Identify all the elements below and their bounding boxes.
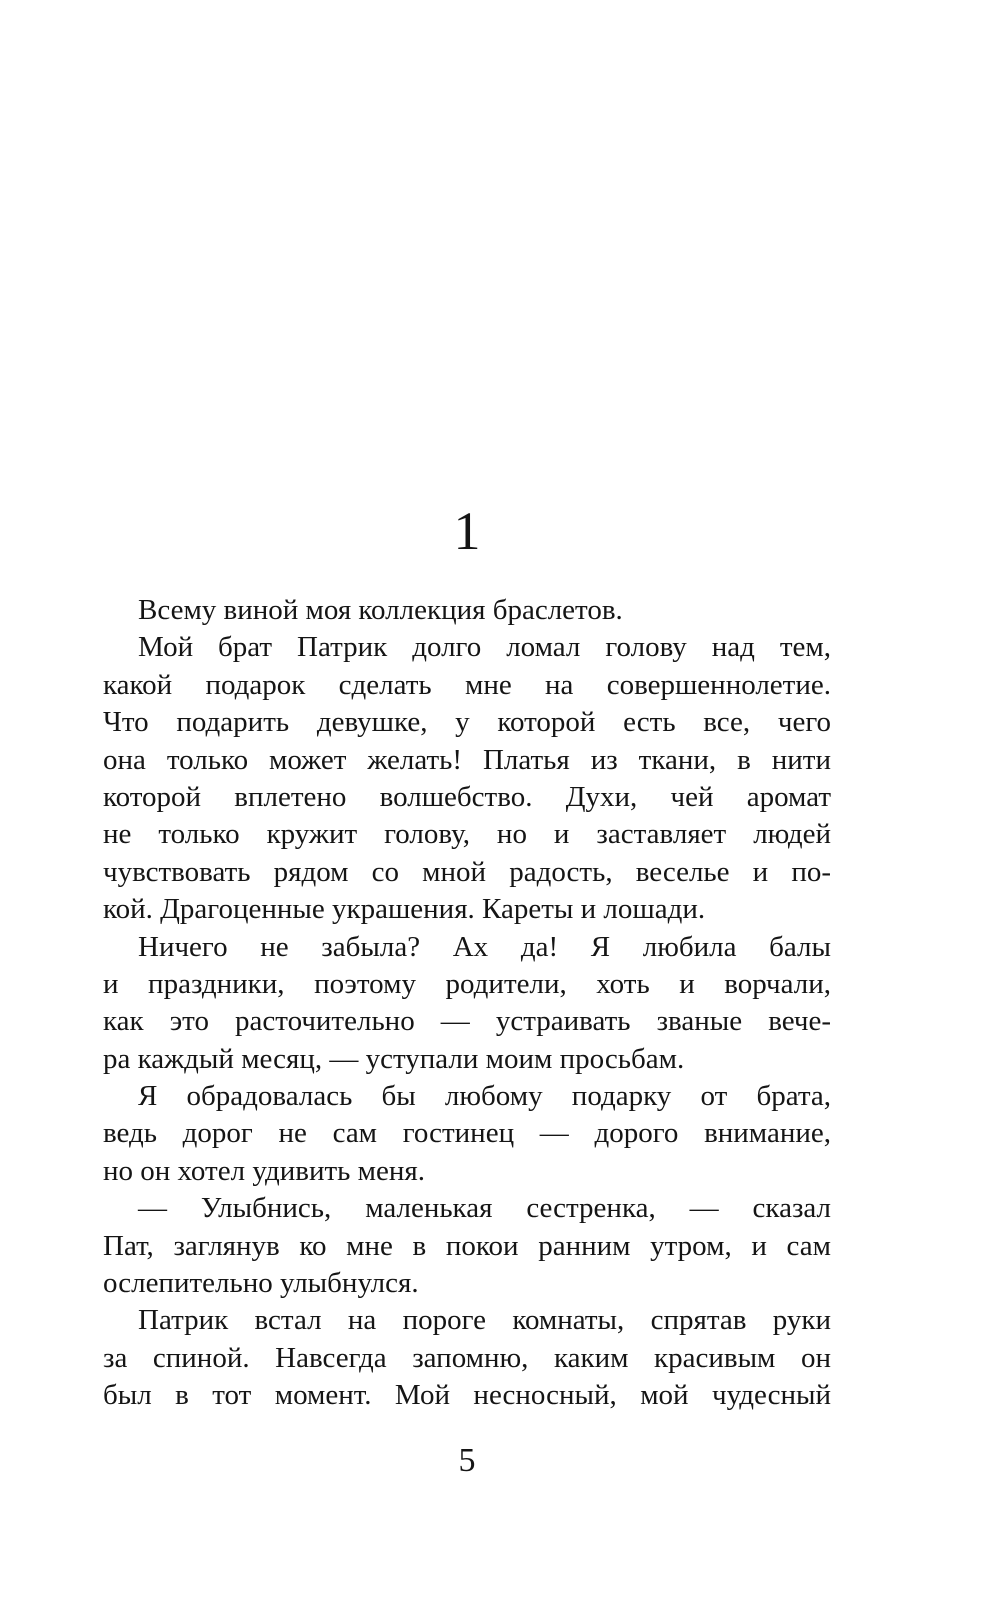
text-line: за спиной. Навсегда запомню, каким красивым он bbox=[103, 1341, 831, 1374]
text-line: ведь дорог не сам гостинец — дорого внимание, bbox=[103, 1117, 831, 1150]
text-line: она только может желать! Платья из ткани, в нити bbox=[103, 743, 831, 776]
text-line: какой подарок сделать мне на совершеннолетие. bbox=[103, 668, 831, 701]
paragraph bbox=[103, 1302, 831, 1414]
paragraph bbox=[103, 1190, 831, 1302]
chapter-number: 1 bbox=[453, 501, 481, 561]
text-line: Что подарить девушке, у которой есть все, чего bbox=[103, 706, 831, 739]
paragraph bbox=[103, 629, 831, 928]
text-line: как это расточительно — устраивать званые вече- bbox=[103, 1005, 831, 1038]
paragraph bbox=[103, 1078, 831, 1190]
text-line: был в тот момент. Мой несносный, мой чудесный bbox=[103, 1379, 831, 1412]
text-line: Мой брат Патрик долго ломал голову над тем, bbox=[138, 631, 831, 664]
text-line: — Улыбнись, маленькая сестренка, — сказал bbox=[138, 1192, 831, 1225]
text-line: Патрик встал на пороге комнаты, спрятав руки bbox=[138, 1304, 831, 1337]
body-text bbox=[103, 592, 831, 1415]
text-line: не только кружит голову, но и заставляет людей bbox=[103, 818, 831, 851]
text-line: Я обрадовалась бы любому подарку от брата, bbox=[138, 1080, 831, 1113]
text-line: и праздники, поэтому родители, хоть и ворчали, bbox=[103, 967, 831, 1000]
text-line: кой. Драгоценные украшения. Кареты и лошади. bbox=[103, 893, 706, 926]
paragraph bbox=[103, 929, 831, 1079]
text-line: Ничего не забыла? Ах да! Я любила балы bbox=[138, 930, 831, 963]
text-line: ослепительно улыбнулся. bbox=[103, 1267, 419, 1300]
text-line: Пат, заглянув ко мне в покои ранним утром, и сам bbox=[103, 1229, 831, 1262]
text-line: чувствовать рядом со мной радость, веселье и по- bbox=[103, 855, 831, 888]
text-line: Всему виной моя коллекция браслетов. bbox=[138, 594, 623, 626]
page-number: 5 bbox=[458, 1442, 476, 1479]
text-line: но он хотел удивить меня. bbox=[103, 1154, 425, 1187]
text-line: которой вплетено волшебство. Духи, чей аромат bbox=[103, 780, 831, 813]
text-line: ра каждый месяц, — уступали моим просьбам. bbox=[103, 1042, 685, 1075]
paragraph bbox=[103, 592, 831, 629]
